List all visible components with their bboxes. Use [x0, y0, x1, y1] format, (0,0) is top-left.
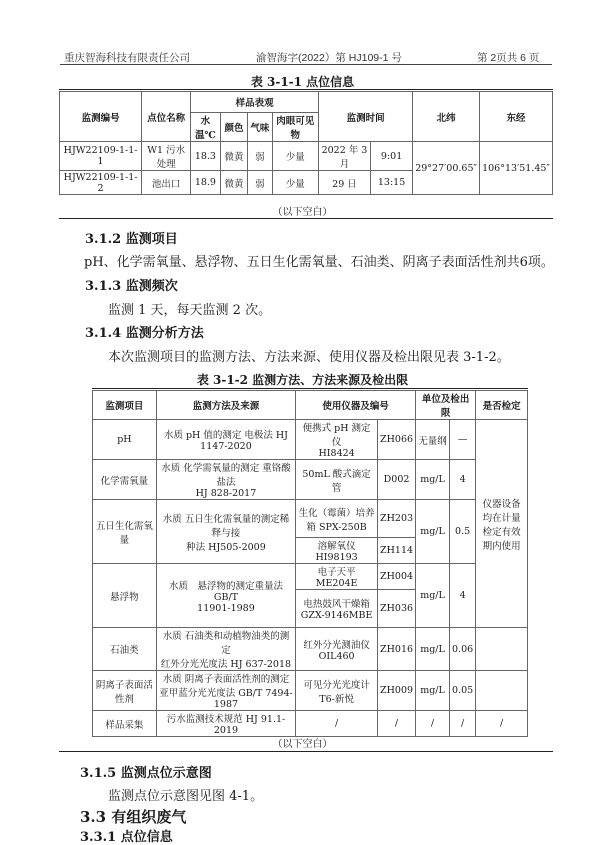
cell-calibration: /: [476, 711, 528, 737]
cell-instrument-no: ZH114: [378, 538, 416, 564]
cell-instrument: 50mL 酸式滴定管: [296, 460, 378, 500]
table1-header-time: 监测时间: [318, 92, 412, 142]
cell-item: 悬浮物: [93, 564, 157, 628]
section-3-1-3-text: 监测 1 天，每天监测 2 次。: [108, 303, 272, 318]
table1-header-lon: 东经: [480, 92, 553, 142]
cell-limit: 4: [450, 564, 476, 628]
cell-date: 2022 年 3 月: [318, 142, 370, 171]
section-3-3-1-title: 3.3.1 点位信息: [80, 830, 173, 845]
header-company: 重庆智海科技有限责任公司: [64, 52, 190, 64]
table1-header-visible: 肉眼可见物: [272, 113, 318, 142]
cell-smell: 弱: [248, 171, 272, 195]
section-3-1-5-text: 监测点位示意图见图 4-1。: [108, 789, 264, 804]
cell-code: HJW22109-1-1-2: [60, 171, 142, 195]
table2-note: （以下空白）: [272, 739, 333, 750]
cell-limit: 4: [450, 460, 476, 500]
cell-method: 水质 pH 值的测定 电极法 HJ 1147-2020: [156, 420, 295, 460]
section-3-3-title: 3.3 有组织废气: [80, 808, 187, 826]
table-row: [93, 711, 528, 737]
cell-temp: 18.9: [191, 171, 220, 195]
cell-method: 污水监测技术规范 HJ 91.1-2019: [156, 711, 295, 737]
cell-instrument-no: ZH203: [378, 500, 416, 538]
section-3-1-4-text: 本次监测项目的监测方法、方法来源、使用仪器及检出限见表 3-1-2。: [108, 350, 510, 365]
cell-instrument: 电热鼓风干燥箱 GZX-9146MBE: [296, 590, 378, 628]
cell-instrument: /: [296, 711, 378, 737]
cell-calibration: 仪器设备 均在计量 检定有效 期内使用: [476, 420, 528, 628]
cell-lon: 106°13′51.45″: [480, 142, 553, 195]
cell-color: 微黄: [220, 171, 248, 195]
cell-date: 29 日: [318, 171, 370, 195]
cell-lat: 29°27′00.65″: [413, 142, 480, 195]
cell-limit: 0.05: [450, 671, 476, 711]
section-3-1-5-title: 3.1.5 监测点位示意图: [80, 766, 212, 781]
table-row: [60, 142, 553, 171]
cell-method: 水质 化学需氧量的测定 重铬酸盐法 HJ 828-2017: [156, 460, 295, 500]
table1-header-sample: 样品表观: [191, 92, 319, 113]
cell-unit: mg/L: [416, 671, 450, 711]
cell-calibration: [476, 671, 528, 711]
header-divider: [60, 64, 552, 65]
cell-item: pH: [93, 420, 157, 460]
table2-header-calibration: 是否检定: [476, 391, 528, 420]
cell-instrument: 生化（霉菌）培养 箱 SPX-250B: [296, 500, 378, 538]
method-table: [92, 390, 528, 737]
cell-code: HJW22109-1-1-1: [60, 142, 142, 171]
cell-instrument-no: D002: [378, 460, 416, 500]
cell-unit: /: [416, 711, 450, 737]
table-row: [93, 564, 528, 590]
cell-instrument: 便携式 pH 测定仪 HI8424: [296, 420, 378, 460]
table-row: [93, 500, 528, 538]
table1-caption: 表 3-1-1 点位信息: [250, 75, 355, 89]
cell-item: 阴离子表面活 性剂: [93, 671, 157, 711]
table2-header-instrument: 使用仪器及编号: [296, 391, 416, 420]
table2-header-unit: 单位及检出限: [416, 391, 476, 420]
cell-instrument: 红外分光测油仪 OIL460: [296, 628, 378, 671]
cell-unit: mg/L: [416, 628, 450, 671]
cell-item: 石油类: [93, 628, 157, 671]
table1-header-code: 监测编号: [60, 92, 142, 142]
cell-instrument-no: ZH004: [378, 564, 416, 590]
section-3-1-2-text: pH、化学需氧量、悬浮物、五日生化需氧量、石油类、阴离子表面活性剂共6项。: [84, 255, 554, 270]
cell-point: W1 污水处理: [142, 142, 191, 171]
cell-point: 池出口: [142, 171, 191, 195]
cell-unit: mg/L: [416, 564, 450, 628]
cell-instrument-no: ZH036: [378, 590, 416, 628]
cell-visible: 少量: [272, 142, 318, 171]
table1-note: （以下空白）: [272, 207, 333, 218]
cell-instrument: 电子天平 ME204E: [296, 564, 378, 590]
table-row: [93, 628, 528, 671]
cell-method: 水质 悬浮物的测定重量法 GB/T 11901-1989: [156, 564, 295, 628]
cell-calibration: [476, 628, 528, 671]
cell-item: 化学需氧量: [93, 460, 157, 500]
header-doc-number: 渝智海字(2022）第 HJ109-1 号: [256, 52, 402, 64]
table2-bottom-rule: [59, 751, 553, 752]
cell-unit: 无量纲: [416, 420, 450, 460]
cell-item: 五日生化需氧 量: [93, 500, 157, 564]
table1-header-lat: 北纬: [413, 92, 480, 142]
table1-top-rule: [59, 89, 553, 90]
cell-instrument: 可见分光光度计 T6-新悦: [296, 671, 378, 711]
cell-instrument-no: ZH066: [378, 420, 416, 460]
table-row: [93, 671, 528, 711]
table-row: [93, 460, 528, 500]
table1-header-smell: 气味: [248, 113, 272, 142]
cell-temp: 18.3: [191, 142, 220, 171]
cell-visible: 少量: [272, 171, 318, 195]
table1-header-color: 颜色: [220, 113, 248, 142]
cell-instrument-no: /: [378, 711, 416, 737]
cell-smell: 弱: [248, 142, 272, 171]
cell-unit: mg/L: [416, 460, 450, 500]
cell-instrument-no: ZH016: [378, 628, 416, 671]
header-page: 第 2页共 6 页: [477, 52, 540, 64]
table1-header-temp: 水温℃: [191, 113, 220, 142]
cell-instrument-no: ZH009: [378, 671, 416, 711]
cell-method: 水质 五日生化需氧量的测定稀释与接 种法 HJ505-2009: [156, 500, 295, 564]
cell-method: 水质 阴离子表面活性剂的测定 亚甲蓝分光光度法 GB/T 7494-1987: [156, 671, 295, 711]
cell-limit: 0.06: [450, 628, 476, 671]
section-3-1-2-title: 3.1.2 监测项目: [85, 232, 178, 247]
cell-unit: mg/L: [416, 500, 450, 564]
cell-limit: —: [450, 420, 476, 460]
table1-bottom-rule: [59, 218, 553, 219]
point-info-table: [59, 91, 553, 195]
table2-top-rule: [92, 388, 528, 389]
cell-limit: 0.5: [450, 500, 476, 564]
cell-item: 样品采集: [93, 711, 157, 737]
section-3-1-4-title: 3.1.4 监测分析方法: [85, 326, 204, 341]
table2-header-method: 监测方法及来源: [156, 391, 295, 420]
cell-time: 9:01: [370, 142, 412, 171]
cell-color: 微黄: [220, 142, 248, 171]
table2-caption: 表 3-1-2 监测方法、方法来源及检出限: [196, 373, 409, 387]
cell-method: 水质 石油类和动植物油类的测定 红外分光光度法 HJ 637-2018: [156, 628, 295, 671]
table1-header-point: 点位名称: [142, 92, 191, 142]
cell-time: 13:15: [370, 171, 412, 195]
section-3-1-3-title: 3.1.3 监测频次: [85, 279, 178, 294]
cell-instrument: 溶解氧仪 HI98193: [296, 538, 378, 564]
table2-header-item: 监测项目: [93, 391, 157, 420]
table-row: [93, 420, 528, 460]
cell-limit: /: [450, 711, 476, 737]
